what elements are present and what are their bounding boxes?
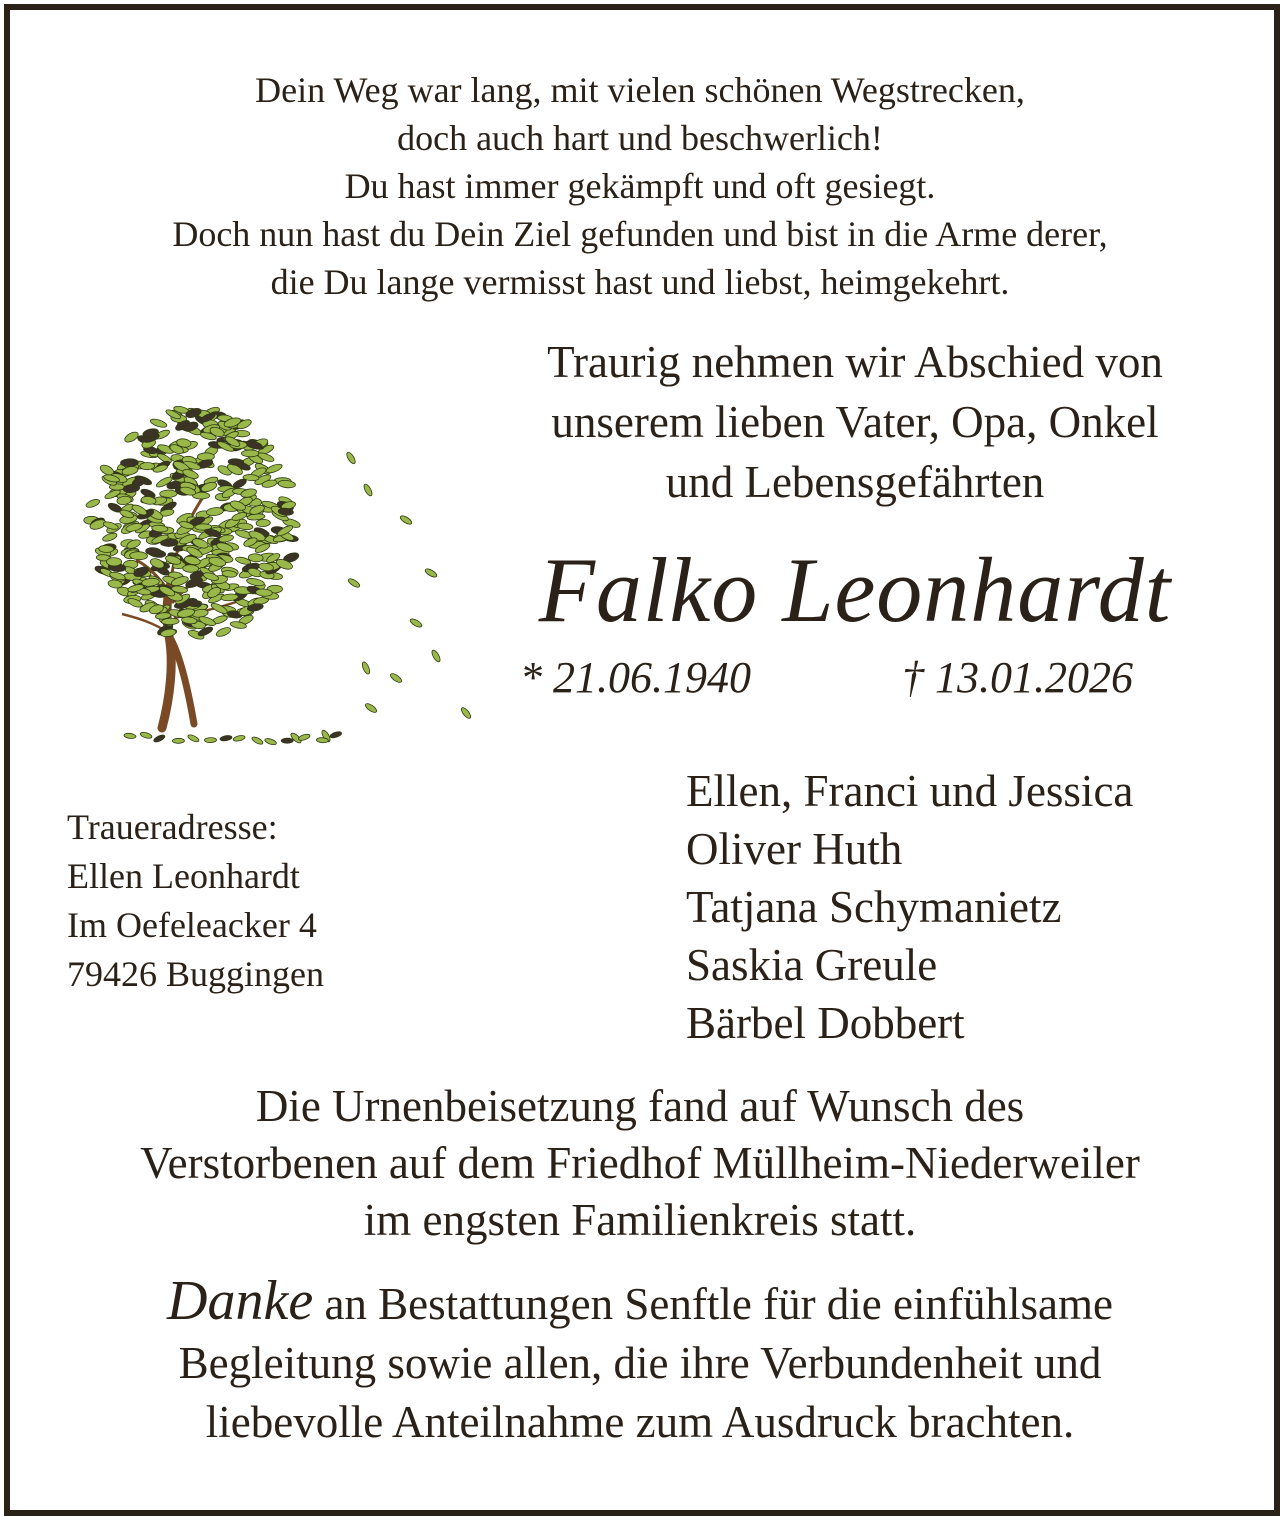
poem-line: Du hast immer gekämpft und oft gesiegt. xyxy=(344,166,936,206)
burial-notice xyxy=(40,1078,1240,1249)
leaf xyxy=(124,733,137,739)
leaf xyxy=(409,617,423,628)
mourner-name: Tatjana Schymanietz xyxy=(686,882,1062,932)
thanks-line: Begleitung sowie allen, die ihre Verbundenheit und xyxy=(178,1338,1102,1388)
leaf xyxy=(145,547,161,556)
leaf xyxy=(347,577,361,589)
thanks-line: liebevolle Anteilnahme zum Ausdruck brachten. xyxy=(205,1397,1075,1447)
thanks-line xyxy=(40,1272,1240,1334)
leaf xyxy=(140,731,153,739)
mourner-name: Saskia Greule xyxy=(686,940,938,990)
leaf xyxy=(361,661,371,675)
leaf xyxy=(123,430,140,444)
poem-line: doch auch hart und beschwerlich! xyxy=(397,118,883,158)
leaf xyxy=(364,702,378,714)
leaf xyxy=(399,514,413,526)
leaf xyxy=(120,458,138,466)
leaf xyxy=(316,737,328,743)
burial-line: Die Urnenbeisetzung fand auf Wunsch des xyxy=(255,1081,1025,1131)
leaf xyxy=(220,735,233,742)
address-line: Im Oefeleacker 4 xyxy=(67,905,317,945)
leaf xyxy=(232,477,248,490)
thanks-line-rest: an Bestattungen Senftle für die einfühlsame xyxy=(313,1279,1113,1329)
leaf xyxy=(160,539,178,547)
leaf xyxy=(430,649,441,663)
leaf xyxy=(153,734,166,744)
leaf xyxy=(206,507,224,517)
intro-line: und Lebensgefährten xyxy=(665,457,1045,507)
leaf xyxy=(298,733,311,741)
leaf xyxy=(149,417,167,428)
intro-line: unserem lieben Vater, Opa, Onkel xyxy=(551,397,1159,447)
leaf xyxy=(424,567,438,578)
burial-line: Verstorbenen auf dem Friedhof Müllheim-Niederweiler xyxy=(140,1138,1140,1188)
leaf xyxy=(251,736,264,746)
poem-line: die Du lange vermisst hast und liebst, heimgekehrt. xyxy=(270,262,1010,302)
leaf xyxy=(256,519,271,527)
intro-line: Traurig nehmen wir Abschied von xyxy=(547,337,1163,387)
birth-date: * 21.06.1940 xyxy=(520,653,751,702)
leaf xyxy=(241,450,259,457)
tree-leaves xyxy=(84,405,472,746)
mourner-name: Ellen, Franci und Jessica xyxy=(686,766,1134,816)
mourning-address xyxy=(67,803,324,999)
memorial-poem xyxy=(40,66,1240,306)
leaf xyxy=(200,480,218,493)
leaf xyxy=(460,706,473,720)
leaf xyxy=(362,483,373,497)
burial-line: im engsten Familienkreis statt. xyxy=(363,1195,917,1245)
leaf xyxy=(265,462,283,474)
leaf xyxy=(106,557,121,566)
poem-line: Doch nun hast du Dein Ziel gefunden und bist in die Arme derer, xyxy=(172,214,1108,254)
leaf xyxy=(233,735,246,743)
leaf xyxy=(99,545,114,553)
farewell-intro xyxy=(470,332,1240,512)
address-line: Traueradresse: xyxy=(67,807,278,847)
address-line: Ellen Leonhardt xyxy=(67,856,300,896)
leaf xyxy=(197,453,214,461)
address-line: 79426 Buggingen xyxy=(67,954,324,994)
mourner-name: Bärbel Dobbert xyxy=(686,998,965,1048)
leaf xyxy=(140,462,155,469)
leaf xyxy=(345,451,357,465)
leaf xyxy=(278,480,296,489)
deceased-name: Falko Leonhardt xyxy=(538,539,1172,641)
leaf xyxy=(109,571,126,581)
mourner-name: Oliver Huth xyxy=(686,824,903,874)
leaf xyxy=(204,737,216,742)
leaf xyxy=(264,737,277,745)
leaf xyxy=(237,522,253,530)
leaf xyxy=(85,498,101,509)
leaf xyxy=(246,577,265,587)
leaf xyxy=(281,738,293,743)
windblown-tree-icon xyxy=(66,378,486,748)
leaf xyxy=(172,738,184,743)
leaf xyxy=(329,731,342,739)
leaf xyxy=(130,551,148,560)
mourners-list xyxy=(686,762,1133,1052)
leaf xyxy=(389,672,403,684)
poem-line: Dein Weg war lang, mit vielen schönen Wegstrecken, xyxy=(255,70,1025,110)
leaf xyxy=(187,733,200,743)
thanks-message xyxy=(40,1272,1240,1452)
leaf xyxy=(183,564,199,572)
leaf xyxy=(215,626,232,638)
death-date: † 13.01.2026 xyxy=(902,653,1133,702)
leaf xyxy=(160,490,178,498)
thanks-emphasis: Danke xyxy=(167,1270,314,1332)
